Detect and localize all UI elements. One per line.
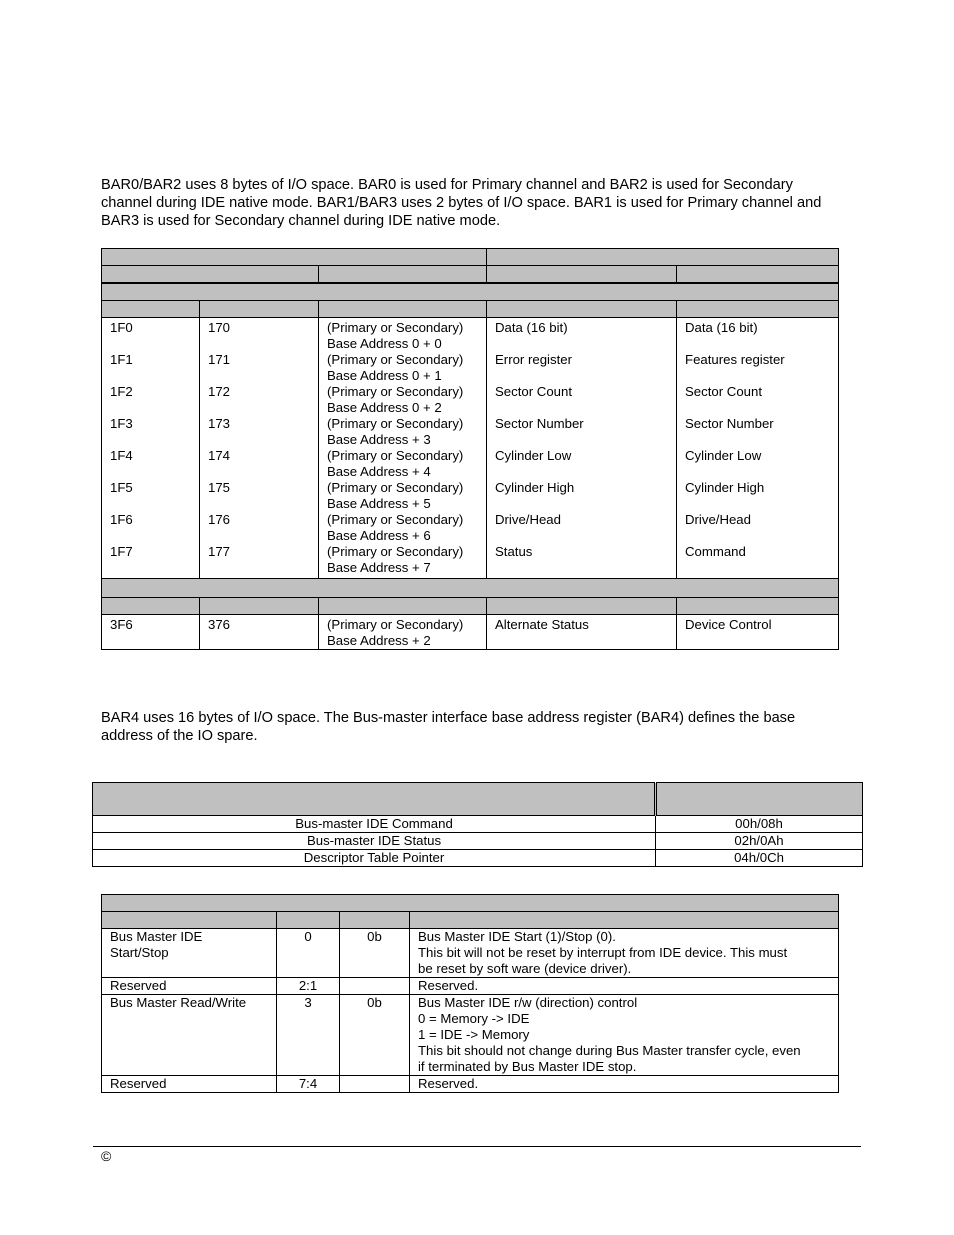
table-row [102, 384, 839, 416]
header-cell [102, 301, 200, 318]
write-function: Cylinder Low [677, 448, 839, 480]
primary-address: 3F6 [102, 615, 200, 650]
bit-name [102, 1076, 277, 1093]
bit-description [410, 978, 839, 995]
native-address [319, 416, 487, 448]
bit-default [340, 978, 410, 995]
table-row [102, 352, 839, 384]
native-line: (Primary or Secondary) [327, 480, 464, 495]
bit-default: 0b [340, 929, 410, 978]
native-address [319, 544, 487, 579]
table-row [102, 1076, 839, 1093]
native-line: (Primary or Secondary) [327, 512, 464, 527]
bit-range: 7:4 [277, 1076, 340, 1093]
bit-description-line: be reset by soft ware (device driver). [418, 961, 632, 976]
secondary-address: 177 [200, 544, 319, 579]
read-function: Cylinder High [487, 480, 677, 512]
secondary-address: 174 [200, 448, 319, 480]
header-cell [102, 266, 319, 284]
table-row [102, 416, 839, 448]
busmaster-register-table [92, 782, 863, 867]
header-cell [656, 783, 863, 816]
native-address [319, 384, 487, 416]
primary-address: 1F3 [102, 416, 200, 448]
primary-address: 1F7 [102, 544, 200, 579]
secondary-address: 171 [200, 352, 319, 384]
read-function: Drive/Head [487, 512, 677, 544]
header-cell [487, 266, 677, 284]
bit-description-line: Bus Master IDE r/w (direction) control [418, 995, 638, 1010]
header-cell [319, 301, 487, 318]
native-line: Base Address 0 + 1 [327, 368, 442, 383]
primary-address: 1F6 [102, 512, 200, 544]
bit-name [102, 995, 277, 1076]
header-cell [677, 598, 839, 615]
bit-description-line: 0 = Memory -> IDE [418, 1011, 530, 1026]
header-cell [677, 266, 839, 284]
secondary-address: 173 [200, 416, 319, 448]
native-line: Base Address + 2 [327, 633, 431, 648]
native-line: (Primary or Secondary) [327, 416, 464, 431]
primary-address: 1F2 [102, 384, 200, 416]
bit-name [102, 929, 277, 978]
bit-description-line: This bit will not be reset by interrupt from IDE device. This must [418, 945, 788, 960]
native-address [319, 448, 487, 480]
bit-name [102, 978, 277, 995]
read-function: Sector Count [487, 384, 677, 416]
read-function: Data (16 bit) [487, 318, 677, 353]
secondary-address: 176 [200, 512, 319, 544]
read-function: Alternate Status [487, 615, 677, 650]
table-row [102, 448, 839, 480]
bar4-paragraph: BAR4 uses 16 bytes of I/O space. The Bus-master interface base address register (BAR4) defines the base address of the IO spare. [101, 710, 796, 744]
primary-address: 1F5 [102, 480, 200, 512]
header-cell [102, 912, 277, 929]
bit-description-line: Reserved. [418, 978, 479, 993]
register-name: Descriptor Table Pointer [93, 850, 656, 867]
bit-name-line: Reserved [110, 1076, 167, 1091]
header-cell [277, 912, 340, 929]
header-cell [102, 598, 200, 615]
bit-name-line: Start/Stop [110, 945, 169, 960]
write-function: Features register [677, 352, 839, 384]
header-cell [340, 912, 410, 929]
section-header [102, 283, 839, 301]
native-line: Base Address 0 + 0 [327, 336, 442, 351]
native-line: (Primary or Secondary) [327, 352, 464, 367]
native-address [319, 615, 487, 650]
table-row [102, 480, 839, 512]
header-cell [677, 301, 839, 318]
header-cell [487, 598, 677, 615]
native-line: Base Address 0 + 2 [327, 400, 442, 415]
register-name: Bus-master IDE Command [93, 816, 656, 833]
read-function: Error register [487, 352, 677, 384]
native-address [319, 512, 487, 544]
native-line: (Primary or Secondary) [327, 384, 464, 399]
secondary-address: 175 [200, 480, 319, 512]
bit-description-line: Reserved. [418, 1076, 479, 1091]
intro-paragraph: BAR0/BAR2 uses 8 bytes of I/O space. BAR0 is used for Primary channel and BAR2 is used for Secondary channel during IDE native mode. BAR1/BAR3 uses 2 bytes of I/O space. BAR1 is used for Primary channel and BAR3 is used for Secondary channel during IDE native mode. [101, 177, 822, 229]
register-offset: 00h/08h [656, 816, 863, 833]
write-function: Cylinder High [677, 480, 839, 512]
native-line: Base Address + 5 [327, 496, 431, 511]
header-cell [319, 266, 487, 284]
bit-name-line: Bus Master Read/Write [110, 995, 247, 1010]
header-cell [410, 912, 839, 929]
native-address [319, 480, 487, 512]
copyright-symbol: © [101, 1148, 112, 1164]
bit-description-line: 1 = IDE -> Memory [418, 1027, 530, 1042]
secondary-address: 376 [200, 615, 319, 650]
table-row [93, 816, 863, 833]
table-row [93, 850, 863, 867]
native-line: Base Address + 4 [327, 464, 431, 479]
write-function: Device Control [677, 615, 839, 650]
table-row [102, 544, 839, 579]
table-row [102, 512, 839, 544]
native-line: Base Address + 6 [327, 528, 431, 543]
native-line: (Primary or Secondary) [327, 320, 464, 335]
section-header [102, 579, 839, 598]
table-row [102, 318, 839, 353]
write-function: Sector Count [677, 384, 839, 416]
native-line: (Primary or Secondary) [327, 448, 464, 463]
primary-address: 1F0 [102, 318, 200, 353]
register-offset: 04h/0Ch [656, 850, 863, 867]
bit-description [410, 1076, 839, 1093]
bit-description [410, 995, 839, 1076]
native-address [319, 352, 487, 384]
secondary-address: 172 [200, 384, 319, 416]
register-name: Bus-master IDE Status [93, 833, 656, 850]
write-function: Drive/Head [677, 512, 839, 544]
header-cell [102, 249, 487, 266]
bit-name-line: Bus Master IDE [110, 929, 203, 944]
header-cell [102, 895, 839, 912]
read-function: Cylinder Low [487, 448, 677, 480]
bit-definition-table [101, 894, 839, 1093]
bit-default: 0b [340, 995, 410, 1076]
bit-description-line: if terminated by Bus Master IDE stop. [418, 1059, 637, 1074]
native-line: (Primary or Secondary) [327, 617, 464, 632]
primary-address: 1F4 [102, 448, 200, 480]
header-cell [319, 598, 487, 615]
write-function: Sector Number [677, 416, 839, 448]
header-cell [200, 301, 319, 318]
table-row [93, 833, 863, 850]
io-register-table [101, 248, 839, 650]
bit-range: 2:1 [277, 978, 340, 995]
header-cell [487, 249, 839, 266]
header-cell [487, 301, 677, 318]
bit-name-line: Reserved [110, 978, 167, 993]
bit-default [340, 1076, 410, 1093]
table-row [102, 929, 839, 978]
bit-range: 0 [277, 929, 340, 978]
read-function: Sector Number [487, 416, 677, 448]
table-row [102, 615, 839, 650]
register-offset: 02h/0Ah [656, 833, 863, 850]
read-function: Status [487, 544, 677, 579]
header-cell [200, 598, 319, 615]
primary-address: 1F1 [102, 352, 200, 384]
native-line: (Primary or Secondary) [327, 544, 464, 559]
write-function: Command [677, 544, 839, 579]
bit-description-line: This bit should not change during Bus Master transfer cycle, even [418, 1043, 801, 1058]
native-address [319, 318, 487, 353]
write-function: Data (16 bit) [677, 318, 839, 353]
secondary-address: 170 [200, 318, 319, 353]
bit-range: 3 [277, 995, 340, 1076]
bit-description [410, 929, 839, 978]
table-row [102, 995, 839, 1076]
native-line: Base Address + 3 [327, 432, 431, 447]
native-line: Base Address + 7 [327, 560, 431, 575]
footer-rule [93, 1146, 861, 1147]
bit-description-line: Bus Master IDE Start (1)/Stop (0). [418, 929, 616, 944]
header-cell [93, 783, 656, 816]
table-row [102, 978, 839, 995]
